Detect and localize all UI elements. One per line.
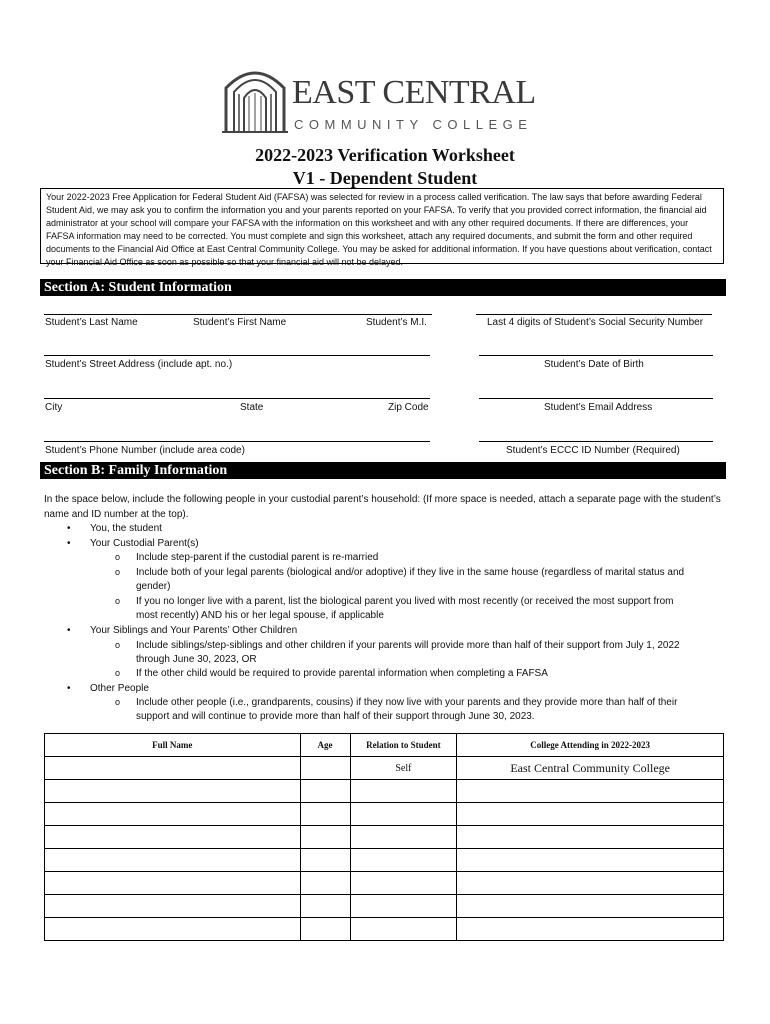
mi-label: Student’s M.I. bbox=[366, 317, 427, 328]
age-cell[interactable] bbox=[300, 757, 350, 780]
relation-cell[interactable] bbox=[350, 826, 457, 849]
parents-sub2: Include both of your legal parents (biological and/or adoptive) if they live in the same house (regardless of marital status and bbox=[136, 567, 685, 578]
street-line[interactable] bbox=[44, 355, 430, 356]
relation-cell[interactable] bbox=[350, 895, 457, 918]
col-full-name: Full Name bbox=[45, 734, 301, 757]
page-title: 2022-2023 Verification Worksheet bbox=[255, 145, 515, 165]
col-age: Age bbox=[300, 734, 350, 757]
city-label: City bbox=[45, 402, 63, 413]
dob-line[interactable] bbox=[479, 355, 713, 356]
age-cell[interactable] bbox=[300, 849, 350, 872]
parents-sub1: Include step-parent if the custodial parent is re-married bbox=[136, 552, 379, 563]
other-sub1-cont: support and will continue to provide more than half of their support through June 30, 2023. bbox=[136, 711, 535, 722]
college-cell[interactable] bbox=[457, 803, 724, 826]
college-cell: East Central Community College bbox=[457, 757, 724, 780]
table-row bbox=[45, 849, 724, 872]
relation-cell[interactable] bbox=[350, 872, 457, 895]
parents-sub3-cont: most recently) AND his or her legal spouse, if applicable bbox=[136, 610, 384, 621]
bullet-dot: • bbox=[67, 683, 71, 694]
sub-bullet: o bbox=[115, 552, 121, 562]
table-row bbox=[45, 872, 724, 895]
siblings-sub1-cont: through June 30, 2023, OR bbox=[136, 654, 257, 665]
college-cell[interactable] bbox=[457, 918, 724, 941]
bullet-dot: • bbox=[67, 538, 71, 549]
table-row bbox=[45, 780, 724, 803]
family-instructions: In the space below, include the following people in your custodial parent’s household: (If more space is needed, attach a separate page with the student’s name and ID number at the top). bbox=[44, 494, 721, 520]
relation-cell[interactable] bbox=[350, 803, 457, 826]
table-row bbox=[45, 895, 724, 918]
table-row bbox=[45, 757, 724, 780]
col-relation: Relation to Student bbox=[350, 734, 457, 757]
bullet-dot: • bbox=[67, 523, 71, 534]
ssn4-line[interactable] bbox=[476, 314, 712, 315]
name-cell[interactable] bbox=[45, 780, 301, 803]
zip-label: Zip Code bbox=[388, 402, 429, 413]
relation-cell[interactable] bbox=[350, 918, 457, 941]
relation-cell: Self bbox=[350, 757, 457, 780]
phone-line[interactable] bbox=[44, 441, 430, 442]
eccc-id-label: Student’s ECCC ID Number (Required) bbox=[506, 445, 680, 456]
family-table bbox=[44, 733, 724, 941]
intro-box: Your 2022-2023 Free Application for Federal Student Aid (FAFSA) was selected for review in a process called verification. The law says that before awarding Federal Student Aid, we may ask you to confirm the information you and your parents reported on your FAFSA. To verify that you provided correct information, the financial aid administrator at your school will compare your FAFSA with the information on this worksheet and with any other required documents. If there are differences, your FAFSA information may need to be corrected. You must complete and sign this worksheet, attach any required documents, and submit the form and other required documents to the Financial Aid Office at East Central Community College. You may be asked for additional information. If you have questions about verification, contact your Financial Aid Office as soon as possible so that your financial aid will not be delayed. bbox=[40, 188, 724, 264]
age-cell[interactable] bbox=[300, 918, 350, 941]
siblings-sub2: If the other child would be required to provide parental information when completing a FAFSA bbox=[136, 668, 548, 679]
name-cell[interactable] bbox=[45, 826, 301, 849]
first-name-label: Student’s First Name bbox=[193, 317, 287, 328]
name-line[interactable] bbox=[44, 314, 432, 315]
email-line[interactable] bbox=[479, 398, 713, 399]
table-row bbox=[45, 826, 724, 849]
parents-sub2-cont: gender) bbox=[136, 581, 171, 592]
col-college: College Attending in 2022-2023 bbox=[457, 734, 724, 757]
name-cell[interactable] bbox=[45, 872, 301, 895]
parents-sub3: If you no longer live with a parent, list the biological parent you lived with most recently (or received the most support from bbox=[136, 596, 674, 607]
name-cell[interactable] bbox=[45, 757, 301, 780]
email-label: Student’s Email Address bbox=[544, 402, 653, 413]
table-row bbox=[45, 918, 724, 941]
college-cell[interactable] bbox=[457, 849, 724, 872]
age-cell[interactable] bbox=[300, 895, 350, 918]
sub-bullet: o bbox=[115, 697, 121, 707]
name-cell[interactable] bbox=[45, 895, 301, 918]
bullet-siblings: Your Siblings and Your Parents’ Other Children bbox=[90, 625, 298, 636]
age-cell[interactable] bbox=[300, 803, 350, 826]
sub-bullet: o bbox=[115, 567, 121, 577]
college-cell[interactable] bbox=[457, 895, 724, 918]
last-name-label: Student’s Last Name bbox=[45, 317, 138, 328]
bullet-other: Other People bbox=[90, 683, 149, 694]
archway-icon bbox=[222, 62, 288, 134]
street-label: Student’s Street Address (include apt. no.) bbox=[45, 359, 233, 370]
ssn4-label: Last 4 digits of Student’s Social Security Number bbox=[487, 317, 704, 328]
name-cell[interactable] bbox=[45, 849, 301, 872]
relation-cell[interactable] bbox=[350, 780, 457, 803]
logo-subtitle: COMMUNITY COLLEGE bbox=[294, 117, 533, 132]
state-label: State bbox=[240, 402, 264, 413]
college-cell[interactable] bbox=[457, 826, 724, 849]
phone-label: Student’s Phone Number (include area code) bbox=[45, 445, 245, 456]
table-row bbox=[45, 803, 724, 826]
age-cell[interactable] bbox=[300, 872, 350, 895]
eccc-id-line[interactable] bbox=[479, 441, 713, 442]
section-b-header: Section B: Family Information bbox=[40, 462, 726, 479]
name-cell[interactable] bbox=[45, 803, 301, 826]
sub-bullet: o bbox=[115, 640, 121, 650]
college-cell[interactable] bbox=[457, 872, 724, 895]
page-subtitle: V1 - Dependent Student bbox=[292, 168, 478, 188]
logo-name: EAST CENTRAL bbox=[292, 74, 536, 111]
city-line[interactable] bbox=[44, 398, 430, 399]
dob-label: Student’s Date of Birth bbox=[544, 359, 644, 370]
table-header-row bbox=[45, 734, 724, 757]
bullet-dot: • bbox=[67, 625, 71, 636]
college-logo bbox=[222, 62, 552, 134]
name-cell[interactable] bbox=[45, 918, 301, 941]
sub-bullet: o bbox=[115, 596, 121, 606]
college-cell[interactable] bbox=[457, 780, 724, 803]
section-a-header: Section A: Student Information bbox=[40, 279, 726, 296]
age-cell[interactable] bbox=[300, 780, 350, 803]
bullet-parents: Your Custodial Parent(s) bbox=[90, 538, 199, 549]
sub-bullet: o bbox=[115, 668, 121, 678]
siblings-sub1: Include siblings/step-siblings and other children if your parents will provide more than half of their support from July 1, 2022 bbox=[136, 640, 680, 651]
bullet-you: You, the student bbox=[90, 523, 162, 534]
other-sub1: Include other people (i.e., grandparents, cousins) if they now live with your parents and they provide more than half of their bbox=[136, 697, 678, 708]
relation-cell[interactable] bbox=[350, 849, 457, 872]
age-cell[interactable] bbox=[300, 826, 350, 849]
